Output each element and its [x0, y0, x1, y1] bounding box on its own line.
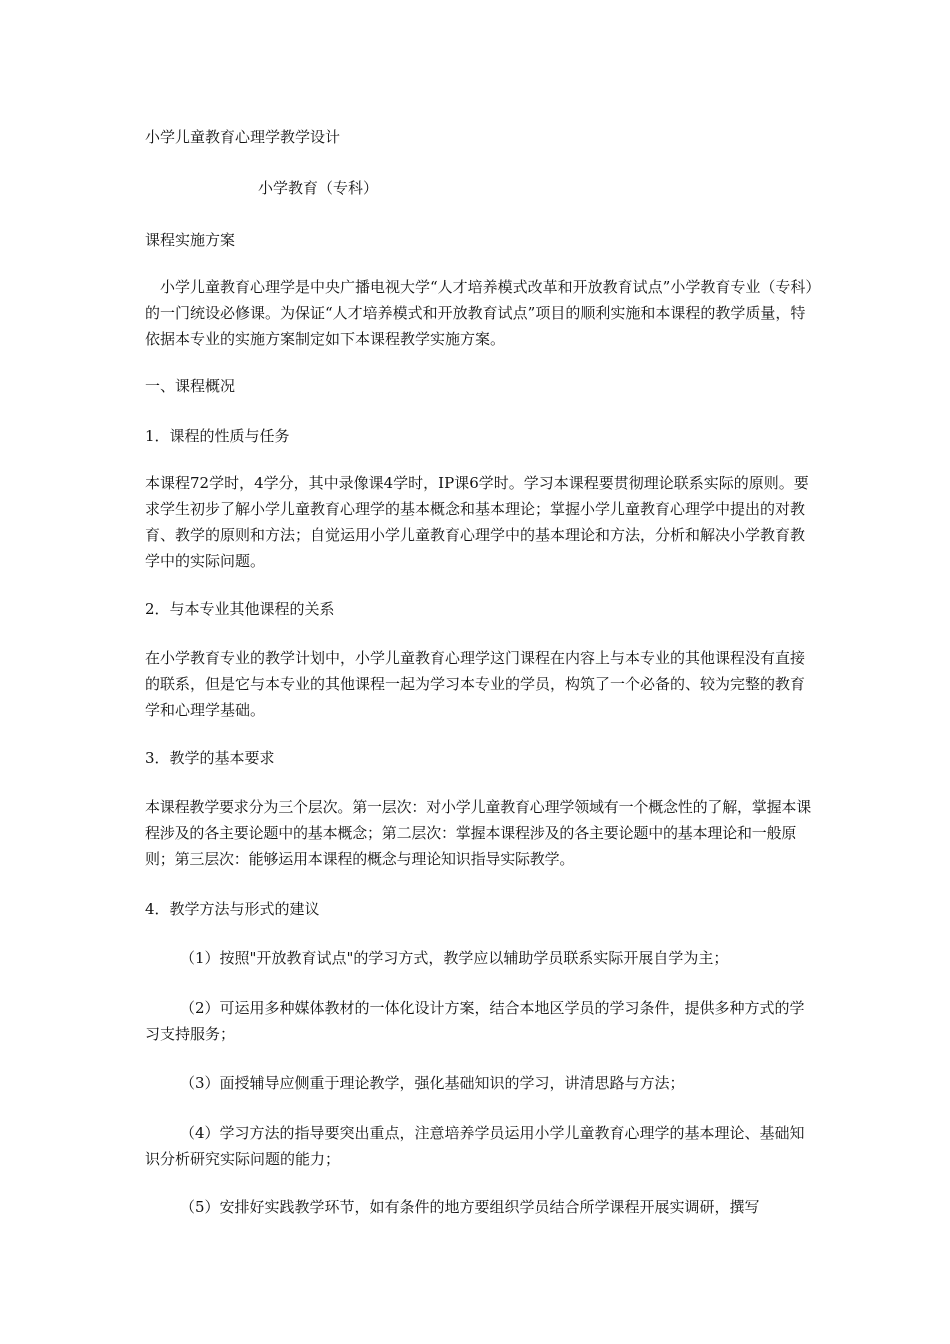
item2-paragraph: 在小学教育专业的教学计划中，小学儿童教育心理学这门课程在内容上与本专业的其他课程没有直接的联系，但是它与本专业的其他课程一起为学习本专业的学员，构筑了一个必备的、较为完整的教育学和心理学基础。 [145, 649, 806, 719]
suggestion-item: （4）学习方法的指导要突出重点，注意培养学员运用小学儿童教育心理学的基本理论、基础知识分析研究实际问题的能力； [145, 1124, 805, 1168]
document-title: 小学儿童教育心理学教学设计 [145, 128, 341, 146]
section-heading: 课程实施方案 [145, 231, 236, 249]
suggestion-item: （5）安排好实践教学环节，如有条件的地方要组织学员结合所学课程开展实调研，撰写 [180, 1198, 760, 1216]
document-subtitle: 小学教育（专科） [258, 179, 379, 197]
intro-paragraph: 小学儿童教育心理学是中央广播电视大学“人才培养模式改革和开放教育试点”小学教育专业（专科）的一门统设必修课。为保证“人才培养模式和开放教育试点”项目的顺利实施和本课程的教学质量，特依据本专业的实施方案制定如下本课程教学实施方案。 [145, 278, 813, 348]
item1-heading: 1．课程的性质与任务 [145, 427, 290, 445]
item4-heading: 4．教学方法与形式的建议 [145, 900, 320, 918]
item3-paragraph: 本课程教学要求分为三个层次。第一层次：对小学儿童教育心理学领域有一个概念性的了解，掌握本课程涉及的各主要论题中的基本概念；第二层次：掌握本课程涉及的各主要论题中的基本理论和一般原则；第三层次：能够运用本课程的概念与理论知识指导实际教学。 [145, 798, 812, 868]
suggestion-item: （3）面授辅导应侧重于理论教学，强化基础知识的学习，讲清思路与方法； [180, 1074, 685, 1092]
item1-paragraph: 本课程72学时，4学分，其中录像课4学时，IP课6学时。学习本课程要贯彻理论联系实际的原则。要求学生初步了解小学儿童教育心理学的基本概念和基本理论；掌握小学儿童教育心理学中提出的对教育、教学的原则和方法；自觉运用小学儿童教育心理学中的基本理论和方法，分析和解决小学教育教学中的实际问题。 [145, 474, 809, 570]
part1-heading: 一、课程概况 [145, 377, 236, 395]
item3-heading: 3．教学的基本要求 [145, 749, 275, 767]
item2-heading: 2．与本专业其他课程的关系 [145, 600, 335, 618]
suggestion-item: （2）可运用多种媒体教材的一体化设计方案，结合本地区学员的学习条件，提供多种方式的学习支持服务； [145, 999, 805, 1043]
suggestion-item: （1）按照"开放教育试点"的学习方式，教学应以辅助学员联系实际开展自学为主； [180, 949, 729, 967]
